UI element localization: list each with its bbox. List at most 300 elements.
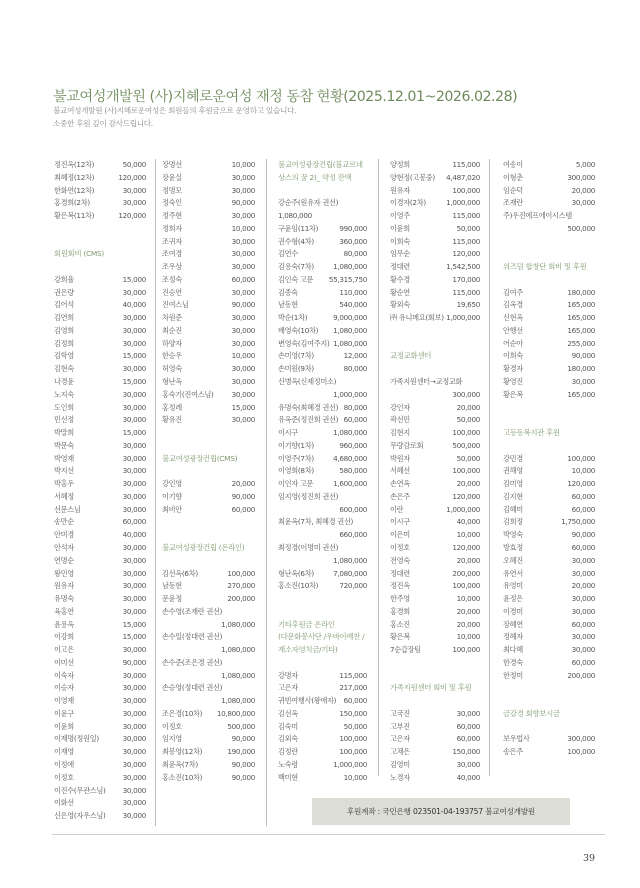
donor-row: [162, 568, 255, 581]
donation-amount: 60,000: [571, 619, 595, 629]
donation-amount: 100,000: [452, 581, 480, 591]
donation-amount: 40,000: [456, 772, 480, 782]
donor-row: [162, 708, 255, 721]
donor-row: [503, 338, 595, 351]
spacer-row: [503, 274, 595, 287]
donor-row: [278, 402, 367, 415]
donor-name: 장명선: [162, 160, 182, 169]
donor-name: 이영주: [390, 211, 410, 221]
donor-name: 김정희: [54, 338, 74, 348]
donation-amount: 50,000: [343, 721, 367, 731]
donation-amount: 5,000: [575, 160, 595, 169]
donation-amount: 30,000: [231, 236, 255, 246]
donor-row: [162, 631, 255, 644]
donor-row: [278, 568, 367, 581]
donation-amount: 1,750,000: [561, 517, 595, 527]
donation-amount: 15,000: [122, 632, 146, 642]
donor-row: [54, 797, 146, 810]
donor-name: 선문스님: [54, 504, 81, 514]
donor-row: [54, 338, 146, 351]
donor-name: 윤용옥: [54, 619, 74, 629]
donation-amount: 115,000: [452, 236, 480, 246]
donation-amount: 1,600,000: [333, 479, 367, 489]
spacer-row: [162, 465, 255, 478]
donor-name: 권해영: [503, 466, 523, 476]
donor-row: [278, 287, 367, 300]
donation-amount: 30,000: [231, 415, 255, 425]
donation-amount: 30,000: [231, 389, 255, 399]
donor-row: [162, 746, 255, 759]
donation-amount: 10,000: [231, 223, 255, 233]
donation-amount: 30,000: [122, 555, 146, 565]
donation-amount: 20,000: [456, 555, 480, 565]
donor-name: 박순(1차): [278, 313, 308, 323]
donor-name: 조정숙: [162, 274, 182, 284]
donor-name: 황은복: [503, 389, 523, 399]
donor-row: [54, 772, 146, 785]
donation-amount: 100,000: [227, 568, 255, 578]
donor-name: 한정미: [503, 670, 523, 680]
donation-amount: 30,000: [122, 747, 146, 757]
donor-row: [162, 593, 255, 606]
donor-name: 정대련: [390, 262, 410, 272]
donation-amount: 40,000: [122, 530, 146, 540]
donor-name: 이정호: [162, 721, 182, 731]
donation-account-banner: 후원계좌 : 국민은행 023501-04-193757 불교여성개발원: [312, 798, 570, 825]
donation-amount: 1,000,000: [333, 759, 367, 769]
donor-row: [162, 389, 255, 402]
donation-amount: 30,000: [122, 491, 146, 501]
donation-amount: 120,000: [452, 491, 480, 501]
donor-name: 김선옥(6차): [162, 568, 198, 578]
donor-name: ㈜ 유니메요(회보): [390, 313, 444, 323]
section-heading: 금강경 회향보시금: [503, 708, 560, 718]
donor-row: [162, 274, 255, 287]
donation-amount: 100,000: [452, 645, 480, 655]
donor-name: 최봉영(12차): [162, 747, 203, 757]
donor-row: [54, 606, 146, 619]
donation-amount: 30,000: [231, 185, 255, 195]
donation-amount: 60,000: [456, 721, 480, 731]
donation-amount: 100,000: [452, 185, 480, 195]
donor-name: 조재란: [503, 198, 523, 208]
donor-name: 여송이: [503, 160, 523, 169]
donor-row: [54, 274, 146, 287]
donor-row: [390, 580, 480, 593]
donation-amount: 30,000: [231, 172, 255, 182]
donation-amount: 30,000: [231, 338, 255, 348]
donor-row: [503, 350, 595, 363]
donor-name: 원유자: [390, 185, 410, 195]
donation-amount: 20,000: [571, 581, 595, 591]
donor-row: [390, 427, 480, 440]
donor-row: [390, 516, 480, 529]
donor-name: 귀빈여행사(왕애자): [278, 696, 337, 706]
donation-amount: 20,000: [456, 402, 480, 412]
donor-name: 1,080,000: [278, 211, 312, 221]
spacer-row: [390, 363, 480, 376]
donation-amount: 90,000: [231, 491, 255, 501]
donor-name: 변영숙(김여주지): [278, 338, 330, 348]
donor-row: [162, 261, 255, 274]
donation-amount: 30,000: [231, 377, 255, 387]
donor-row: [54, 350, 146, 363]
donor-row: [278, 721, 367, 734]
donor-name: 민선정: [54, 415, 74, 425]
donation-amount-row: [503, 223, 595, 236]
donor-name: 김외숙: [278, 734, 298, 744]
donor-row: [278, 580, 367, 593]
donor-row: [54, 440, 146, 453]
donation-amount: 100,000: [339, 734, 367, 744]
donor-row: [278, 312, 367, 325]
donor-name: 이희숙: [390, 236, 410, 246]
donation-amount: 10,000: [456, 632, 480, 642]
donor-name: 황순연: [390, 287, 410, 297]
donor-row: [278, 414, 367, 427]
donor-row: [54, 721, 146, 734]
donation-amount: 1,080,000: [221, 696, 255, 706]
donation-amount: 15,000: [122, 351, 146, 361]
donation-amount: 90,000: [231, 772, 255, 782]
donation-amount: 30,000: [122, 440, 146, 450]
donor-name: 박말희: [54, 428, 74, 438]
donor-row: [503, 593, 595, 606]
donor-name: 차원준: [162, 313, 182, 323]
donor-row: [503, 619, 595, 632]
donation-amount: 600,000: [339, 504, 367, 514]
donation-amount-row: [162, 619, 255, 632]
donor-name: 이정애: [54, 759, 74, 769]
donor-name: 박영재: [54, 453, 74, 463]
donor-row: [278, 708, 367, 721]
donor-row: [503, 670, 595, 683]
donor-name: 이화선: [54, 798, 74, 808]
donor-name: 이경자(2차): [390, 198, 426, 208]
donor-row: [162, 287, 255, 300]
donation-amount: 80,000: [343, 402, 367, 412]
donor-name: 유옥준(정진희 권선): [278, 415, 339, 425]
donor-row: [162, 491, 255, 504]
donor-name: 남동현: [278, 300, 298, 310]
donor-row: [390, 606, 480, 619]
donor-name: 안행선: [503, 325, 523, 335]
donor-row: [390, 593, 480, 606]
donor-row: [278, 670, 367, 683]
donor-name: 연명순: [54, 555, 74, 565]
donation-amount: 60,000: [571, 542, 595, 552]
donor-row: [278, 733, 367, 746]
donor-row: [54, 299, 146, 312]
donor-name: 유영미: [503, 581, 523, 591]
donor-row: [278, 376, 367, 389]
donor-name: 이정호: [54, 772, 74, 782]
donor-name: 하양자: [162, 338, 182, 348]
donation-amount: 30,000: [231, 249, 255, 259]
donation-amount: 660,000: [339, 530, 367, 540]
donor-name: 정진옥(12차): [54, 160, 95, 169]
donor-name: 강인영: [162, 479, 182, 489]
donor-row: [54, 414, 146, 427]
spacer-row: [162, 427, 255, 440]
donor-name: 이강희: [54, 632, 74, 642]
donor-row: [503, 453, 595, 466]
donor-name: 이재영: [54, 747, 74, 757]
donor-name: 안석자: [54, 542, 74, 552]
donor-row: [162, 402, 255, 415]
donor-row: [54, 312, 146, 325]
spacer-row: [162, 555, 255, 568]
donor-name: 황수경: [390, 274, 410, 284]
donation-amount: 15,000: [122, 377, 146, 387]
donation-amount: 15,000: [122, 274, 146, 284]
donor-name: 고은자: [278, 683, 298, 693]
donor-name: 홍경희: [390, 606, 410, 616]
donor-row: [390, 759, 480, 772]
donor-row: [278, 363, 367, 376]
donation-amount: 115,000: [452, 160, 480, 169]
donor-name: 이영재: [54, 696, 74, 706]
donation-amount: 990,000: [339, 223, 367, 233]
donor-row: [390, 172, 480, 185]
donation-amount: 30,000: [122, 785, 146, 795]
donation-amount: 10,000: [456, 594, 480, 604]
donation-amount: 255,000: [567, 338, 595, 348]
donor-row: [278, 197, 367, 210]
donor-name: 홍소진(10차): [162, 772, 203, 782]
donor-name: 이란: [390, 504, 404, 514]
donor-row: [54, 491, 146, 504]
donor-name: 황외숙: [390, 300, 410, 310]
donation-amount: 30,000: [122, 198, 146, 208]
donor-row: [162, 504, 255, 517]
donation-amount: 120,000: [567, 479, 595, 489]
donor-name: 이윤희: [390, 223, 410, 233]
donor-name: 7순갑장팀: [390, 645, 421, 655]
donor-name: 김선옥: [278, 708, 298, 718]
section-heading: 불교여성광장건립(CMS): [162, 453, 238, 463]
donor-name: 노경자: [390, 772, 410, 782]
donation-amount: 30,000: [456, 708, 480, 718]
donor-name: 한경숙: [503, 657, 523, 667]
donation-amount: 1,000,000: [446, 504, 480, 514]
donor-row: [162, 414, 255, 427]
donor-name: 조우상: [162, 262, 182, 272]
donation-amount: 115,000: [452, 211, 480, 221]
donor-name: 손연옥: [390, 479, 410, 489]
donation-amount: 30,000: [122, 364, 146, 374]
donation-amount-row: [278, 529, 367, 542]
donor-row: [503, 159, 595, 172]
donor-name: 박원자: [390, 453, 410, 463]
donation-amount: 100,000: [567, 747, 595, 757]
donor-row: [54, 287, 146, 300]
donor-name: 이경미: [503, 606, 523, 616]
donor-row: [54, 580, 146, 593]
donation-amount: 30,000: [122, 811, 146, 821]
donor-name: 정숙인: [162, 198, 182, 208]
donation-amount: 30,000: [122, 594, 146, 604]
donor-row: [390, 159, 480, 172]
donation-amount-row: [278, 389, 367, 402]
donor-row: [54, 759, 146, 772]
donor-name: 이정호: [390, 542, 410, 552]
donor-name: 김영희: [54, 325, 74, 335]
donation-amount: 90,000: [231, 734, 255, 744]
donation-amount: 30,000: [231, 364, 255, 374]
donation-amount-row: [162, 670, 255, 683]
donor-row: [54, 555, 146, 568]
donor-row: [54, 644, 146, 657]
donor-row: [278, 223, 367, 236]
section-heading: 교정교화센터: [390, 351, 432, 361]
donor-row: [503, 746, 595, 759]
donation-amount: 500,000: [567, 223, 595, 233]
donor-name: 정희자: [162, 223, 182, 233]
donation-amount: 30,000: [122, 734, 146, 744]
donor-row: [503, 644, 595, 657]
donor-column-5: [503, 159, 595, 759]
donation-amount: 1,000,000: [446, 198, 480, 208]
donor-row: [162, 248, 255, 261]
donor-row: [162, 350, 255, 363]
donor-row: [278, 325, 367, 338]
donor-row: [390, 248, 480, 261]
donor-row: [54, 376, 146, 389]
donor-row: [390, 274, 480, 287]
donor-name: 홍정례: [162, 402, 182, 412]
page-number: 39: [583, 853, 596, 864]
donor-row: [278, 542, 367, 555]
donation-amount: 540,000: [339, 300, 367, 310]
spacer-row: [390, 325, 480, 338]
donor-name: 이시구: [278, 428, 298, 438]
donor-name: 황영진: [503, 377, 523, 387]
donor-column-2: [162, 159, 255, 785]
donor-name: 홍소진(10차): [278, 581, 319, 591]
donor-name: 이진수(무관스님): [54, 785, 106, 795]
donor-row: [503, 325, 595, 338]
donor-row: [278, 465, 367, 478]
donor-name: 정진옥: [390, 581, 410, 591]
donor-row: [390, 478, 480, 491]
donation-amount: 15,000: [122, 428, 146, 438]
donor-name: 이기향(1차): [278, 440, 314, 450]
donation-amount: 9,000,000: [333, 313, 367, 323]
donation-amount: 30,000: [122, 581, 146, 591]
donor-name: 진여스님: [162, 300, 189, 310]
donor-row: [503, 363, 595, 376]
donor-name: 이은미: [390, 530, 410, 540]
donor-name: 강명자: [278, 670, 298, 680]
donor-name: 황은복(11차): [54, 211, 95, 221]
section-heading: 기타후원금 온라인: [278, 619, 335, 629]
spacer-row: [278, 593, 367, 606]
donor-row: [54, 785, 146, 798]
donor-name: 도인희: [54, 402, 74, 412]
donor-row: [54, 185, 146, 198]
donor-row: [390, 733, 480, 746]
spacer-row: [390, 670, 480, 683]
spacer-row: [503, 721, 595, 734]
donor-name: 홍경희(2차): [54, 198, 90, 208]
donor-name: 홍소진: [390, 619, 410, 629]
donation-amount: 190,000: [227, 747, 255, 757]
donor-name: 김혜미: [503, 504, 523, 514]
donor-name: 어순아: [503, 338, 523, 348]
donor-row: [278, 427, 367, 440]
donation-amount: 30,000: [571, 377, 595, 387]
donor-row: [503, 197, 595, 210]
spacer-row: [54, 223, 146, 236]
donation-amount: 20,000: [456, 479, 480, 489]
donation-amount: 30,000: [122, 606, 146, 616]
spacer-row: [278, 185, 367, 198]
donation-amount: 10,000: [456, 530, 480, 540]
donor-row: [162, 772, 255, 785]
spacer-row: [503, 440, 595, 453]
donor-name: 오혜진: [503, 555, 523, 565]
donation-amount: 60,000: [122, 517, 146, 527]
donor-row: [278, 453, 367, 466]
spacer-row: [54, 236, 146, 249]
donor-name: 김현숙: [54, 364, 74, 374]
donor-row: [503, 568, 595, 581]
donation-amount-row: [278, 504, 367, 517]
donation-amount: 60,000: [231, 504, 255, 514]
donation-amount: 50,000: [456, 223, 480, 233]
donation-amount: 30,000: [122, 338, 146, 348]
donor-row: [278, 299, 367, 312]
donor-name: 신병옥(신제정미소): [278, 377, 337, 387]
donor-row: [390, 223, 480, 236]
donation-amount: 720,000: [339, 581, 367, 591]
spacer-row: [278, 657, 367, 670]
donor-name: 고은자: [390, 734, 410, 744]
donor-name: 안미경: [54, 530, 74, 540]
donation-amount: 100,000: [339, 747, 367, 757]
donation-amount: 165,000: [567, 389, 595, 399]
donor-name: 유명숙: [54, 594, 74, 604]
donor-row: [54, 708, 146, 721]
donation-amount: 30,000: [231, 313, 255, 323]
donation-amount: 20,000: [456, 606, 480, 616]
donor-name: 신은영(자우스님): [54, 811, 106, 821]
donor-row: [278, 516, 367, 529]
donor-name: 김영미: [390, 759, 410, 769]
donor-name: 서혜선: [390, 466, 410, 476]
donor-row: [278, 682, 367, 695]
donor-row: [503, 299, 595, 312]
donation-amount: 30,000: [122, 479, 146, 489]
donor-row: [54, 389, 146, 402]
donor-name: 김정란: [278, 747, 298, 757]
donor-name: 박지선: [54, 466, 74, 476]
donor-row: [503, 606, 595, 619]
donation-amount: 200,000: [227, 594, 255, 604]
donation-amount: 30,000: [122, 466, 146, 476]
donation-amount: 7,080,000: [333, 568, 367, 578]
donor-name: 홍숙기(진여스님): [162, 389, 214, 399]
donor-name: 정대련: [390, 568, 410, 578]
donation-amount: 165,000: [567, 300, 595, 310]
donor-row: [503, 185, 595, 198]
section-heading: 회원회비 (CMS): [54, 249, 104, 259]
donor-name: 김어석: [54, 300, 74, 310]
donation-amount-row: [162, 695, 255, 708]
donation-amount: 60,000: [343, 415, 367, 425]
donor-name: 노지숙: [54, 389, 74, 399]
